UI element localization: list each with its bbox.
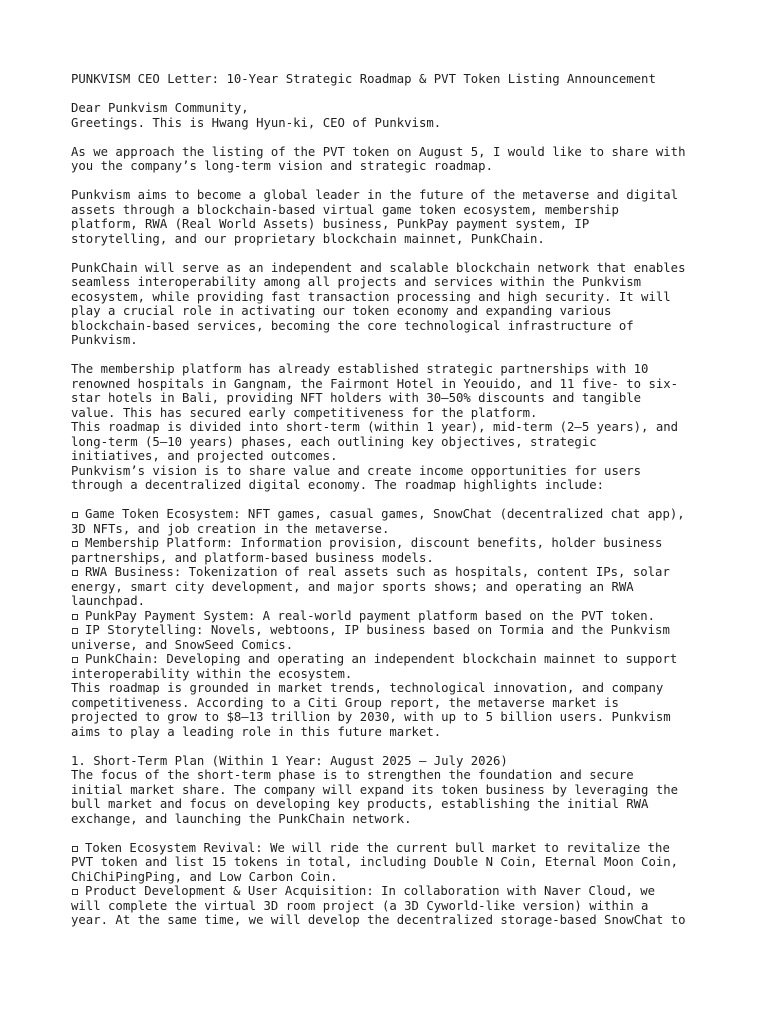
text-line	[71, 551, 711, 566]
text-line	[71, 232, 711, 247]
paragraph	[71, 145, 711, 174]
bullet-item	[71, 565, 711, 609]
paragraph-gap	[71, 174, 711, 189]
text-line	[71, 362, 711, 377]
line-text: Product Development & User Acquisition: In collaboration with Naver Cloud, we	[85, 884, 656, 898]
line-text: The membership platform has already established strategic partnerships with 10	[71, 362, 649, 376]
line-text: PunkChain will serve as an independent and scalable blockchain network that enables	[71, 260, 686, 275]
letter-body	[71, 101, 711, 928]
line-text: aims to play a leading role in this future market.	[71, 724, 442, 739]
line-text: platform, RWA (Real World Assets) business, PunkPay payment system, IP	[71, 217, 590, 231]
line-text: long-term (5–10 years) phases, each outlining key objectives, strategic	[71, 434, 597, 449]
text-line	[71, 667, 711, 682]
paragraph	[71, 754, 711, 827]
line-text: initial market share. The company will expand its token business by leveraging the	[71, 782, 679, 797]
line-text: competitiveness. According to a Citi Group report, the metaverse market is	[71, 695, 619, 710]
paragraph-gap	[71, 826, 711, 841]
text-line	[71, 536, 711, 551]
line-text: Membership Platform: Information provision, discount benefits, holder business	[85, 536, 663, 550]
line-text: Punkvism’s vision is to share value and create income opportunities for users	[71, 463, 642, 478]
bullet-item	[71, 623, 711, 652]
line-text: Punkvism aims to become a global leader in the future of the metaverse and digital	[71, 188, 679, 202]
text-line	[71, 319, 711, 334]
text-line	[71, 188, 711, 203]
line-text: PunkPay Payment System: A real-world payment platform based on the PVT token.	[85, 608, 656, 623]
text-line	[71, 855, 711, 870]
text-line	[71, 580, 711, 595]
line-text: Greetings. This is Hwang Hyun-ki, CEO of Punkvism.	[71, 115, 442, 130]
bullet-square-icon	[72, 570, 78, 576]
bullet-item	[71, 652, 711, 681]
bullet-square-icon	[72, 846, 78, 852]
line-text: 1. Short-Term Plan (Within 1 Year: August 2025 – July 2026)	[71, 753, 508, 768]
paragraph-gap	[71, 130, 711, 145]
line-text: ChiChiPingPing, and Low Carbon Coin.	[71, 869, 338, 884]
line-text: PunkChain: Developing and operating an independent blockchain mainnet to support	[85, 652, 678, 666]
paragraph-gap	[71, 246, 711, 261]
paragraph-gap	[71, 493, 711, 508]
paragraph	[71, 101, 711, 130]
text-line	[71, 290, 711, 305]
text-line	[71, 203, 711, 218]
paragraph	[71, 261, 711, 348]
paragraph	[71, 681, 711, 739]
line-text: This roadmap is divided into short-term (within 1 year), mid-term (2–5 years), and	[71, 420, 679, 434]
text-line	[71, 884, 711, 899]
bullet-square-icon	[72, 889, 78, 895]
bullet-item	[71, 536, 711, 565]
text-line	[71, 377, 711, 392]
text-line	[71, 725, 711, 740]
line-text: This roadmap is grounded in market trends, technological innovation, and company	[71, 681, 664, 695]
line-text: energy, smart city development, and major sports shows; and operating an RWA	[71, 579, 634, 594]
letter-document	[71, 72, 711, 928]
line-text: interoperability within the ecosystem.	[71, 666, 353, 681]
line-text: blockchain-based services, becoming the core technological infrastructure of	[71, 318, 634, 333]
line-text: 3D NFTs, and job creation in the metaverse.	[71, 521, 390, 536]
line-text: ecosystem, while providing fast transaction processing and high security. It will	[71, 289, 671, 304]
line-text: Token Ecosystem Revival: We will ride the current bull market to revitalize the	[85, 840, 670, 855]
text-line	[71, 870, 711, 885]
line-text: RWA Business: Tokenization of real assets such as hospitals, content IPs, solar	[85, 565, 670, 579]
bullet-square-icon	[72, 614, 78, 620]
text-line	[71, 435, 711, 450]
text-line	[71, 522, 711, 537]
line-text: Game Token Ecosystem: NFT games, casual games, SnowChat (decentralized chat app),	[85, 507, 685, 521]
bullet-square-icon	[72, 628, 78, 634]
text-line	[71, 812, 711, 827]
text-line	[71, 304, 711, 319]
line-text: storytelling, and our proprietary blockchain mainnet, PunkChain.	[71, 231, 545, 246]
text-line	[71, 768, 711, 783]
paragraph	[71, 188, 711, 246]
text-line	[71, 449, 711, 464]
line-text: play a crucial role in activating our token economy and expanding various	[71, 304, 612, 318]
line-text: renowned hospitals in Gangnam, the Fairmont Hotel in Yeouido, and 11 five- to six-	[71, 376, 679, 391]
line-text: will complete the virtual 3D room project (a 3D Cyworld-like version) within a	[71, 898, 649, 913]
line-text: bull market and focus on developing key products, establishing the initial RWA	[71, 797, 649, 811]
text-line	[71, 652, 711, 667]
text-line	[71, 507, 711, 522]
text-line	[71, 478, 711, 493]
line-text: seamless interoperability among all projects and services within the Punkvism	[71, 275, 642, 289]
text-line	[71, 217, 711, 232]
text-line	[71, 841, 711, 856]
text-line	[71, 464, 711, 479]
text-line	[71, 420, 711, 435]
line-text: Dear Punkvism Community,	[71, 101, 249, 115]
text-line	[71, 101, 711, 116]
line-text: launchpad.	[71, 594, 146, 608]
text-line	[71, 391, 711, 406]
line-text: star hotels in Bali, providing NFT holders with 30–50% discounts and tangible	[71, 391, 642, 405]
text-line	[71, 783, 711, 798]
line-text: through a decentralized digital economy. The roadmap highlights include:	[71, 478, 605, 492]
paragraph-gap	[71, 739, 711, 754]
line-text: year. At the same time, we will develop the decentralized storage-based SnowChat to	[71, 913, 686, 927]
text-line	[71, 609, 711, 624]
bullet-item	[71, 884, 711, 928]
line-text: exchange, and launching the PunkChain network.	[71, 811, 412, 826]
line-text: projected to grow to $8–13 trillion by 2030, with up to 5 billion users. Punkvism	[71, 710, 671, 724]
line-text: The focus of the short-term phase is to strengthen the foundation and secure	[71, 768, 634, 782]
line-text: partnerships, and platform-based business models.	[71, 550, 434, 565]
text-line	[71, 638, 711, 653]
line-text: IP Storytelling: Novels, webtoons, IP business based on Tormia and the Punkvism	[85, 623, 670, 637]
text-line	[71, 899, 711, 914]
line-text: As we approach the listing of the PVT token on August 5, I would like to share with	[71, 144, 686, 159]
text-line	[71, 333, 711, 348]
text-line	[71, 681, 711, 696]
line-text: PVT token and list 15 tokens in total, including Double N Coin, Eternal Moon Coin,	[71, 855, 679, 869]
text-line	[71, 696, 711, 711]
text-line	[71, 565, 711, 580]
line-text: universe, and SnowSeed Comics.	[71, 637, 294, 652]
text-line	[71, 754, 711, 769]
paragraph	[71, 362, 711, 493]
line-text: value. This has secured early competitiveness for the platform.	[71, 405, 538, 420]
bullet-item	[71, 841, 711, 885]
text-line	[71, 406, 711, 421]
document-title: PUNKVISM CEO Letter: 10-Year Strategic Roadmap & PVT Token Listing Announcement	[71, 72, 656, 86]
text-line	[71, 275, 711, 290]
bullet-item	[71, 507, 711, 536]
paragraph-gap	[71, 348, 711, 363]
text-line	[71, 797, 711, 812]
text-line	[71, 159, 711, 174]
bullet-square-icon	[72, 657, 78, 663]
bullet-square-icon	[72, 541, 78, 547]
line-text: assets through a blockchain-based virtual game token ecosystem, membership	[71, 202, 619, 217]
text-line	[71, 623, 711, 638]
bullet-item	[71, 609, 711, 624]
line-text: you the company’s long-term vision and strategic roadmap.	[71, 159, 493, 173]
line-text: Punkvism.	[71, 333, 138, 347]
text-line	[71, 116, 711, 131]
text-line	[71, 710, 711, 725]
text-line	[71, 145, 711, 160]
bullet-square-icon	[72, 512, 78, 518]
text-line	[71, 913, 711, 928]
line-text: initiatives, and projected outcomes.	[71, 449, 338, 463]
text-line	[71, 594, 711, 609]
text-line	[71, 261, 711, 276]
